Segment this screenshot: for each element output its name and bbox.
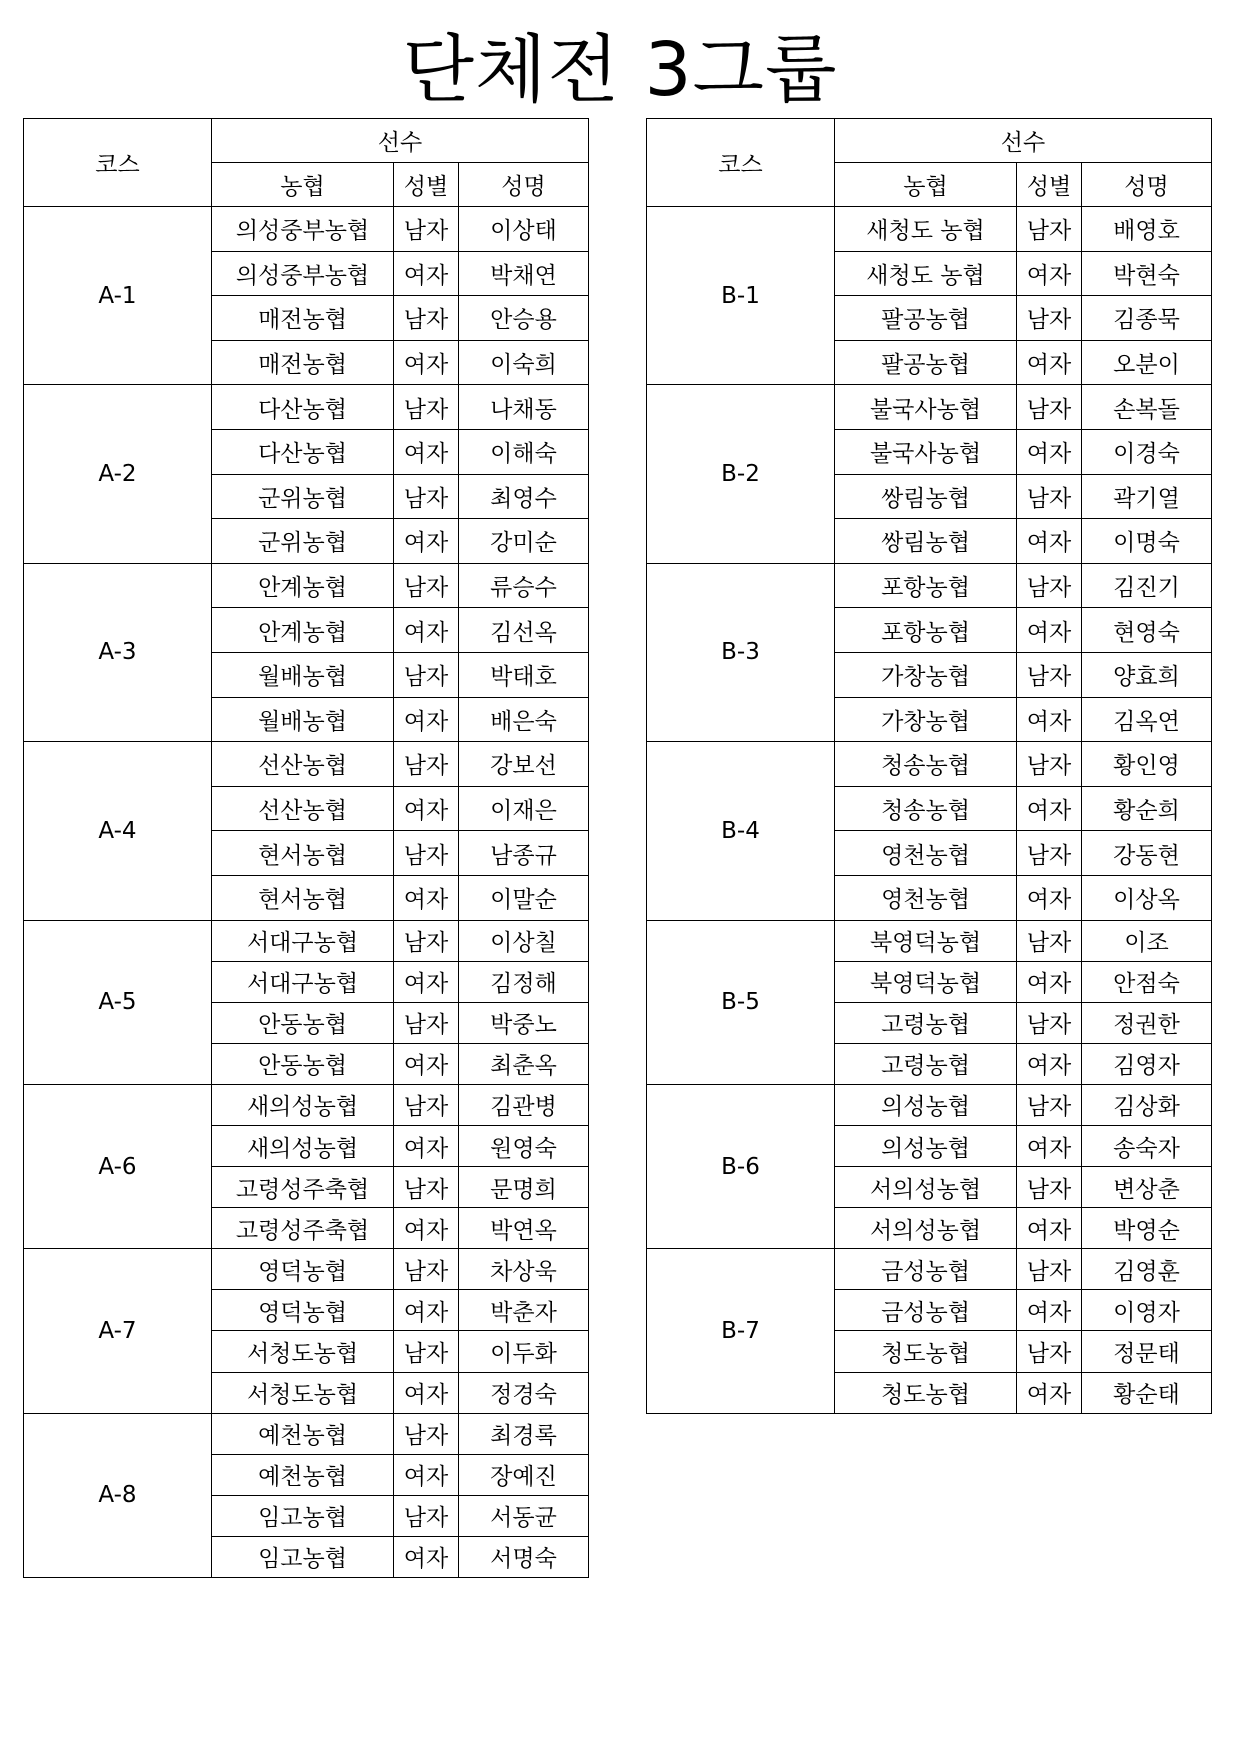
gender-cell: 남자 [1017,1249,1082,1290]
gender-cell: 남자 [394,1495,459,1536]
name-cell: 변상춘 [1082,1167,1212,1208]
course-cell: A-3 [24,563,212,741]
coop-cell: 고령농협 [835,1043,1017,1084]
coop-cell: 안동농협 [212,1043,394,1084]
course-cell: A-2 [24,385,212,563]
coop-cell: 청송농협 [835,742,1017,787]
gender-cell: 남자 [394,296,459,341]
header-course: 코스 [647,119,835,207]
name-cell: 정문태 [1082,1331,1212,1372]
gender-cell: 남자 [394,1002,459,1043]
gender-cell: 남자 [1017,1167,1082,1208]
coop-cell: 군위농협 [212,474,394,519]
coop-cell: 청도농협 [835,1372,1017,1413]
name-cell: 이말순 [459,875,589,920]
table-row [24,920,589,961]
coop-cell: 불국사농협 [835,385,1017,430]
name-cell: 이상태 [459,207,589,252]
name-cell: 강보선 [459,742,589,787]
gender-cell: 남자 [1017,563,1082,608]
gender-cell: 여자 [394,429,459,474]
coop-cell: 가창농협 [835,652,1017,697]
coop-cell: 쌍림농협 [835,474,1017,519]
course-cell: A-5 [24,920,212,1084]
table-row [24,385,589,430]
table-row [24,1413,589,1454]
coop-cell: 월배농협 [212,652,394,697]
course-cell: A-8 [24,1413,212,1577]
name-cell: 최경록 [459,1413,589,1454]
gender-cell: 여자 [394,1536,459,1577]
gender-cell: 여자 [394,1208,459,1249]
header-coop: 농협 [212,163,394,207]
course-cell: B-1 [647,207,835,385]
table-row [647,385,1212,430]
roster-table-b [646,118,1212,1414]
coop-cell: 서대구농협 [212,920,394,961]
coop-cell: 북영덕농협 [835,920,1017,961]
coop-cell: 매전농협 [212,340,394,385]
name-cell: 김영훈 [1082,1249,1212,1290]
gender-cell: 여자 [394,875,459,920]
coop-cell: 쌍림농협 [835,519,1017,564]
gender-cell: 남자 [394,474,459,519]
header-players: 선수 [835,119,1212,163]
gender-cell: 남자 [394,1249,459,1290]
course-cell: B-6 [647,1084,835,1248]
name-cell: 이숙희 [459,340,589,385]
gender-cell: 여자 [1017,429,1082,474]
gender-cell: 여자 [394,1372,459,1413]
gender-cell: 여자 [1017,340,1082,385]
coop-cell: 의성농협 [835,1125,1017,1166]
name-cell: 이해숙 [459,429,589,474]
name-cell: 박태호 [459,652,589,697]
name-cell: 송숙자 [1082,1125,1212,1166]
coop-cell: 불국사농협 [835,429,1017,474]
gender-cell: 남자 [394,1167,459,1208]
name-cell: 남종규 [459,831,589,876]
name-cell: 최영수 [459,474,589,519]
header-coop: 농협 [835,163,1017,207]
coop-cell: 가창농협 [835,697,1017,742]
name-cell: 김정해 [459,961,589,1002]
name-cell: 현영숙 [1082,608,1212,653]
name-cell: 황순태 [1082,1372,1212,1413]
gender-cell: 여자 [1017,608,1082,653]
name-cell: 이상옥 [1082,875,1212,920]
table-row [647,920,1212,961]
gender-cell: 여자 [394,608,459,653]
table-row [24,742,589,787]
gender-cell: 여자 [394,697,459,742]
gender-cell: 남자 [394,831,459,876]
gender-cell: 남자 [1017,207,1082,252]
coop-cell: 영천농협 [835,875,1017,920]
name-cell: 김종묵 [1082,296,1212,341]
gender-cell: 남자 [1017,831,1082,876]
coop-cell: 청송농협 [835,786,1017,831]
gender-cell: 남자 [394,920,459,961]
roster-table-a [23,118,589,1578]
name-cell: 원영숙 [459,1125,589,1166]
table-row [647,742,1212,787]
coop-cell: 금성농협 [835,1249,1017,1290]
coop-cell: 서의성농협 [835,1167,1017,1208]
gender-cell: 여자 [1017,786,1082,831]
gender-cell: 여자 [394,961,459,1002]
name-cell: 강미순 [459,519,589,564]
name-cell: 이두화 [459,1331,589,1372]
course-cell: A-1 [24,207,212,385]
gender-cell: 남자 [1017,1331,1082,1372]
name-cell: 김상화 [1082,1084,1212,1125]
name-cell: 박연옥 [459,1208,589,1249]
gender-cell: 남자 [1017,474,1082,519]
course-cell: B-5 [647,920,835,1084]
gender-cell: 남자 [394,1413,459,1454]
coop-cell: 서청도농협 [212,1331,394,1372]
name-cell: 배영호 [1082,207,1212,252]
gender-cell: 여자 [394,1454,459,1495]
coop-cell: 새의성농협 [212,1084,394,1125]
name-cell: 박현숙 [1082,251,1212,296]
name-cell: 손복돌 [1082,385,1212,430]
coop-cell: 포항농협 [835,608,1017,653]
gender-cell: 남자 [1017,652,1082,697]
gender-cell: 남자 [394,652,459,697]
name-cell: 차상욱 [459,1249,589,1290]
gender-cell: 여자 [394,519,459,564]
coop-cell: 매전농협 [212,296,394,341]
name-cell: 박채연 [459,251,589,296]
gender-cell: 여자 [1017,1043,1082,1084]
name-cell: 최춘옥 [459,1043,589,1084]
name-cell: 장예진 [459,1454,589,1495]
coop-cell: 영천농협 [835,831,1017,876]
coop-cell: 예천농협 [212,1413,394,1454]
coop-cell: 영덕농협 [212,1290,394,1331]
gender-cell: 남자 [394,385,459,430]
name-cell: 박중노 [459,1002,589,1043]
gender-cell: 여자 [394,786,459,831]
gender-cell: 남자 [394,742,459,787]
coop-cell: 고령성주축협 [212,1167,394,1208]
coop-cell: 의성중부농협 [212,251,394,296]
course-cell: A-7 [24,1249,212,1413]
gender-cell: 남자 [394,563,459,608]
table-row [24,563,589,608]
table-row [24,207,589,252]
gender-cell: 남자 [1017,1002,1082,1043]
header-players: 선수 [212,119,589,163]
header-name: 성명 [1082,163,1212,207]
page-title: 단체전 3그룹 [402,27,838,113]
name-cell: 안승용 [459,296,589,341]
name-cell: 김선옥 [459,608,589,653]
coop-cell: 임고농협 [212,1495,394,1536]
course-cell: B-3 [647,563,835,741]
name-cell: 서명숙 [459,1536,589,1577]
name-cell: 나채동 [459,385,589,430]
gender-cell: 여자 [394,251,459,296]
gender-cell: 남자 [394,1331,459,1372]
coop-cell: 의성중부농협 [212,207,394,252]
course-cell: A-4 [24,742,212,920]
coop-cell: 예천농협 [212,1454,394,1495]
gender-cell: 남자 [394,207,459,252]
name-cell: 이상칠 [459,920,589,961]
name-cell: 문명희 [459,1167,589,1208]
table-row [647,563,1212,608]
name-cell: 양효희 [1082,652,1212,697]
name-cell: 박영순 [1082,1208,1212,1249]
name-cell: 이영자 [1082,1290,1212,1331]
coop-cell: 월배농협 [212,697,394,742]
gender-cell: 남자 [394,1084,459,1125]
coop-cell: 다산농협 [212,429,394,474]
table-row [647,1084,1212,1125]
name-cell: 곽기열 [1082,474,1212,519]
gender-cell: 여자 [1017,519,1082,564]
coop-cell: 새청도 농협 [835,251,1017,296]
gender-cell: 여자 [1017,1125,1082,1166]
coop-cell: 안계농협 [212,563,394,608]
header-course: 코스 [24,119,212,207]
coop-cell: 새의성농협 [212,1125,394,1166]
name-cell: 박춘자 [459,1290,589,1331]
gender-cell: 남자 [1017,385,1082,430]
coop-cell: 선산농협 [212,786,394,831]
name-cell: 오분이 [1082,340,1212,385]
gender-cell: 여자 [1017,697,1082,742]
name-cell: 이조 [1082,920,1212,961]
name-cell: 김옥연 [1082,697,1212,742]
coop-cell: 안계농협 [212,608,394,653]
coop-cell: 안동농협 [212,1002,394,1043]
coop-cell: 현서농협 [212,831,394,876]
coop-cell: 새청도 농협 [835,207,1017,252]
header-gender: 성별 [1017,163,1082,207]
gender-cell: 여자 [1017,1372,1082,1413]
gender-cell: 남자 [1017,296,1082,341]
roster-body-a [24,207,589,1578]
gender-cell: 여자 [1017,1208,1082,1249]
name-cell: 강동현 [1082,831,1212,876]
coop-cell: 선산농협 [212,742,394,787]
header-gender: 성별 [394,163,459,207]
coop-cell: 임고농협 [212,1536,394,1577]
roster-body-b [647,207,1212,1414]
table-row [647,207,1212,252]
name-cell: 황순희 [1082,786,1212,831]
gender-cell: 여자 [1017,961,1082,1002]
coop-cell: 군위농협 [212,519,394,564]
course-cell: B-2 [647,385,835,563]
coop-cell: 청도농협 [835,1331,1017,1372]
coop-cell: 서청도농협 [212,1372,394,1413]
gender-cell: 여자 [394,1125,459,1166]
name-cell: 이명숙 [1082,519,1212,564]
coop-cell: 다산농협 [212,385,394,430]
name-cell: 이경숙 [1082,429,1212,474]
course-cell: A-6 [24,1084,212,1248]
gender-cell: 남자 [1017,1084,1082,1125]
coop-cell: 현서농협 [212,875,394,920]
coop-cell: 서대구농협 [212,961,394,1002]
coop-cell: 팔공농협 [835,296,1017,341]
course-cell: B-4 [647,742,835,920]
course-cell: B-7 [647,1249,835,1413]
name-cell: 김영자 [1082,1043,1212,1084]
coop-cell: 의성농협 [835,1084,1017,1125]
gender-cell: 여자 [1017,1290,1082,1331]
table-row [24,1249,589,1290]
name-cell: 황인영 [1082,742,1212,787]
name-cell: 정권한 [1082,1002,1212,1043]
gender-cell: 여자 [1017,875,1082,920]
name-cell: 안점숙 [1082,961,1212,1002]
gender-cell: 남자 [1017,920,1082,961]
coop-cell: 북영덕농협 [835,961,1017,1002]
coop-cell: 영덕농협 [212,1249,394,1290]
gender-cell: 여자 [394,1043,459,1084]
coop-cell: 고령농협 [835,1002,1017,1043]
coop-cell: 팔공농협 [835,340,1017,385]
table-row [647,1249,1212,1290]
name-cell: 김진기 [1082,563,1212,608]
name-cell: 이재은 [459,786,589,831]
table-row [24,1084,589,1125]
coop-cell: 포항농협 [835,563,1017,608]
gender-cell: 여자 [394,1290,459,1331]
coop-cell: 서의성농협 [835,1208,1017,1249]
name-cell: 김관병 [459,1084,589,1125]
name-cell: 정경숙 [459,1372,589,1413]
gender-cell: 남자 [1017,742,1082,787]
name-cell: 배은숙 [459,697,589,742]
gender-cell: 여자 [1017,251,1082,296]
name-cell: 류승수 [459,563,589,608]
coop-cell: 금성농협 [835,1290,1017,1331]
coop-cell: 고령성주축협 [212,1208,394,1249]
name-cell: 서동균 [459,1495,589,1536]
gender-cell: 여자 [394,340,459,385]
header-name: 성명 [459,163,589,207]
